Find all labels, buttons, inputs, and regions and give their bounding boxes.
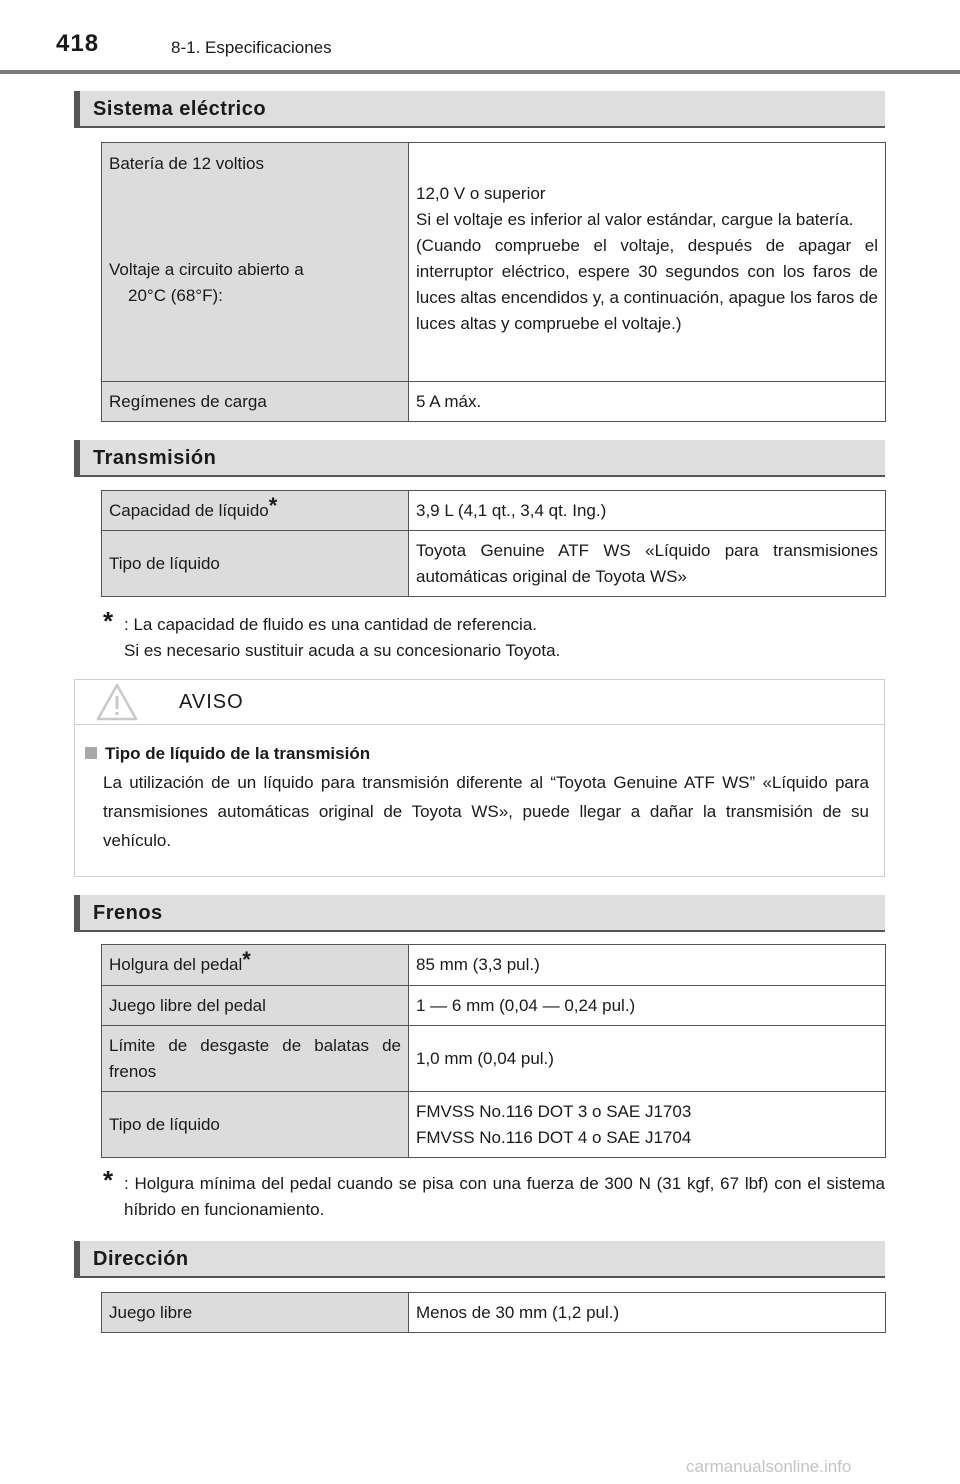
- section-header-brakes: [74, 895, 885, 932]
- pedal-height-label: Holgura del pedal: [109, 955, 243, 974]
- battery-label: Batería de 12 voltios: [109, 154, 264, 173]
- electrical-table: [101, 142, 886, 422]
- section-header-electrical: [74, 91, 885, 128]
- table-row: [102, 1293, 886, 1333]
- table-row: [102, 1026, 886, 1092]
- table-row: [102, 143, 886, 382]
- pedal-free-play-label: Juego libre del pedal: [102, 986, 409, 1026]
- table-row: [102, 986, 886, 1026]
- warning-subtitle: Tipo de líquido de la transmisión: [105, 744, 371, 763]
- warning-subtitle-row: [85, 744, 370, 764]
- capacity-value: 3,9 L (4,1 qt., 3,4 qt. Ing.): [409, 491, 886, 531]
- fluid-type-label: Tipo de líquido: [102, 531, 409, 597]
- battery-label-cell: [102, 143, 409, 382]
- capacity-label: Capacidad de líquido: [109, 500, 269, 520]
- brake-fluid-value: FMVSS No.116 DOT 4 o SAE J1704: [416, 1127, 692, 1147]
- watermark: carmanualsonline.info: [686, 1457, 852, 1476]
- footnote-text: : Holgura mínima del pedal cuando se pisa con una fuerza de 300 N (31 kgf, 67 lbf) con el sistema híbrido en funcionamiento.: [124, 1174, 885, 1219]
- table-row: [102, 382, 886, 422]
- table-row: [102, 491, 886, 531]
- asterisk-mark: *: [242, 947, 251, 972]
- charge-value: 5 A máx.: [409, 382, 886, 422]
- asterisk-mark: *: [268, 492, 278, 518]
- transmission-footnote: [103, 606, 885, 664]
- pedal-free-play-value: 1 — 6 mm (0,04 — 0,24 pul.): [409, 986, 886, 1026]
- battery-instruction: Si el voltaje es inferior al valor estándar, cargue la batería.: [416, 210, 854, 229]
- pad-wear-limit-label: Límite de desgaste de balatas de frenos: [102, 1026, 409, 1092]
- charge-label: Regímenes de carga: [102, 382, 409, 422]
- footnote-asterisk: *: [103, 1165, 114, 1195]
- footnote-line: Si es necesario sustituir acuda a su concesionario Toyota.: [124, 641, 561, 660]
- table-row: [102, 945, 886, 986]
- header-divider: [0, 70, 960, 74]
- steering-free-play-label: Juego libre: [102, 1293, 409, 1333]
- brake-fluid-value: FMVSS No.116 DOT 3 o SAE J1703: [416, 1101, 692, 1121]
- section-header-transmission: [74, 440, 885, 477]
- square-bullet-icon: [85, 747, 97, 759]
- capacity-label-cell: [102, 491, 409, 531]
- footnote-line: : La capacidad de fluido es una cantidad de referencia.: [124, 615, 538, 634]
- section-title: Dirección: [93, 1248, 189, 1270]
- battery-instruction-note: (Cuando compruebe el voltaje, después de apagar el interruptor eléctrico, espere 30 segundos con los faros de luces altas encendidos y, a continuación, apague los faros de luces altas y compruebe el voltaje.): [416, 236, 878, 333]
- steering-table: [101, 1292, 886, 1333]
- battery-value-cell: [409, 143, 886, 382]
- section-title: Frenos: [93, 902, 163, 924]
- brakes-table: [101, 944, 886, 1158]
- transmission-table: [101, 490, 886, 597]
- section-title: Sistema eléctrico: [93, 98, 267, 120]
- brake-fluid-label: Tipo de líquido: [102, 1092, 409, 1158]
- chapter-title: 8-1. Especificaciones: [171, 38, 332, 57]
- table-row: [102, 1092, 886, 1158]
- pedal-height-label-cell: [102, 945, 409, 986]
- battery-voltage-label: Voltaje a circuito abierto a: [109, 260, 304, 279]
- warning-triangle-icon: [95, 682, 139, 722]
- battery-temperature-label: 20°C (68°F):: [128, 286, 223, 305]
- battery-min-voltage: 12,0 V o superior: [416, 184, 546, 203]
- warning-box: [74, 679, 885, 877]
- pad-wear-limit-value: 1,0 mm (0,04 pul.): [409, 1026, 886, 1092]
- footnote-asterisk: *: [103, 606, 114, 636]
- brakes-footnote: [103, 1165, 885, 1223]
- pedal-height-value: 85 mm (3,3 pul.): [409, 945, 886, 986]
- warning-text: La utilización de un líquido para transmisión diferente al “Toyota Genuine ATF WS” «Líquido para transmisiones automáticas original de Toyota WS», puede llegar a dañar la transmisión de su vehículo.: [103, 773, 869, 850]
- fluid-type-value: Toyota Genuine ATF WS «Líquido para transmisiones automáticas original de Toyota WS»: [409, 531, 886, 597]
- brake-fluid-value-cell: [409, 1092, 886, 1158]
- section-header-steering: [74, 1241, 885, 1278]
- table-row: [102, 531, 886, 597]
- page-number: 418: [56, 30, 100, 57]
- warning-title: AVISO: [179, 691, 244, 713]
- steering-free-play-value: Menos de 30 mm (1,2 pul.): [409, 1293, 886, 1333]
- section-title: Transmisión: [93, 447, 217, 469]
- warning-header: [75, 680, 884, 725]
- page-header: [0, 0, 960, 75]
